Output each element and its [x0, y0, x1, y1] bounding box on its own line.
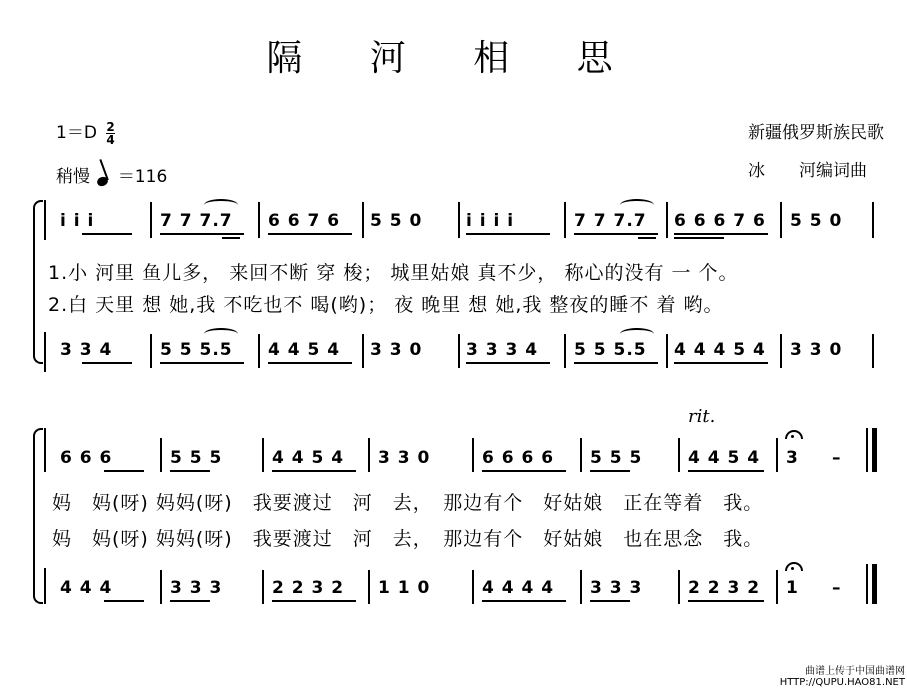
underline	[688, 470, 764, 472]
tempo-word: 稍慢	[56, 167, 90, 187]
barline	[458, 334, 460, 368]
barline	[580, 570, 582, 604]
barline	[368, 570, 370, 604]
song-title: 隔 河 相 思	[266, 38, 641, 79]
measure: 5 5 5	[170, 448, 223, 468]
underline	[104, 600, 144, 602]
measure: 3 3 0	[378, 448, 431, 468]
measure: 1	[786, 578, 799, 598]
underline	[82, 233, 132, 235]
measure: 5 5 5.5	[160, 340, 233, 360]
underline	[268, 362, 352, 364]
time-sig-numerator: 2	[106, 119, 115, 134]
measure: 3 3 3	[170, 578, 223, 598]
measure: 3 3 3 4	[466, 340, 539, 360]
tempo-value: ＝116	[117, 167, 168, 187]
measure: 3 3 4	[60, 340, 113, 360]
underline	[482, 600, 566, 602]
system2-brace	[33, 428, 43, 604]
barline	[262, 438, 264, 472]
measure: 5 5 0	[370, 211, 423, 231]
lyrics-verse1: 妈 妈(呀) 妈妈(呀) 我要渡过 河 去， 那边有个 好姑娘 正在等着 我。	[52, 492, 764, 514]
system1-brace	[33, 200, 43, 364]
lyrics-verse1: 1.小 河里 鱼儿多， 来回不断 穿 梭； 城里姑娘 真不少， 称心的没有 一 个。	[48, 262, 739, 284]
end-barline	[866, 428, 868, 472]
barline	[262, 570, 264, 604]
measure: 5 5 0	[790, 211, 843, 231]
measure: 5 5 5.5	[574, 340, 647, 360]
footer-line1: 曲谱上传于中国曲谱网	[805, 666, 905, 677]
fermata-icon	[785, 430, 803, 439]
underline	[170, 470, 210, 472]
underline	[466, 362, 550, 364]
system1-start-barline	[44, 200, 46, 240]
barline	[580, 438, 582, 472]
barline	[780, 202, 782, 238]
barline	[150, 202, 152, 238]
underline	[574, 233, 658, 235]
underline	[590, 470, 630, 472]
underline	[638, 237, 656, 239]
end-barline	[866, 564, 868, 604]
system2-start-barline	[44, 428, 46, 472]
barline	[472, 438, 474, 472]
measure: 3 3 3	[590, 578, 643, 598]
barline	[160, 438, 162, 472]
lyrics-verse2: 妈 妈(呀) 妈妈(呀) 我要渡过 河 去， 那边有个 好姑娘 也在思念 我。	[52, 528, 764, 550]
underline	[674, 237, 724, 239]
key-signature	[56, 118, 115, 146]
measure: 1 1 0	[378, 578, 431, 598]
barline	[776, 570, 778, 604]
barline	[258, 202, 260, 238]
underline	[82, 362, 132, 364]
measure: 6 6 6	[60, 448, 113, 468]
barline	[362, 334, 364, 368]
barline	[458, 202, 460, 238]
measure: 4 4 4	[60, 578, 113, 598]
measure: 3 3 0	[370, 340, 423, 360]
underline	[574, 362, 658, 364]
slur	[204, 199, 238, 211]
underline	[160, 233, 244, 235]
measure: 2 2 3 2	[688, 578, 761, 598]
underline	[222, 237, 240, 239]
barline	[666, 202, 668, 238]
barline	[564, 334, 566, 368]
arranger-credit: 冰 河编词曲	[748, 161, 867, 181]
watermark-footer	[780, 666, 905, 688]
time-sig-denominator: 4	[106, 132, 115, 147]
measure: –	[832, 448, 842, 468]
barline	[564, 202, 566, 238]
measure: 3	[786, 448, 799, 468]
underline	[268, 233, 352, 235]
underline	[466, 233, 550, 235]
barline	[666, 334, 668, 368]
measure: 2 2 3 2	[272, 578, 345, 598]
tempo-marking	[56, 162, 167, 187]
measure: 4 4 5 4	[268, 340, 341, 360]
measure: 4 4 4 5 4	[674, 340, 766, 360]
measure: i i i i	[466, 211, 515, 231]
end-barline-thick	[872, 428, 877, 472]
underline	[482, 470, 566, 472]
footer-line2: HTTP://QUPU.HAO81.NET	[779, 677, 905, 688]
underline	[272, 600, 356, 602]
measure: i i i	[60, 211, 95, 231]
slur	[620, 199, 654, 211]
key-label: 1＝D	[56, 123, 97, 143]
fermata-icon	[785, 562, 803, 571]
barline	[678, 438, 680, 472]
underline	[170, 600, 210, 602]
system1-lower-start-barline	[44, 332, 46, 372]
measure: 4 4 4 4	[482, 578, 555, 598]
measure: 6 6 6 6	[482, 448, 555, 468]
slur	[620, 328, 654, 340]
barline	[780, 334, 782, 368]
barline	[872, 334, 874, 368]
barline	[872, 202, 874, 238]
slur	[204, 328, 238, 340]
measure: 7 7 7.7	[574, 211, 647, 231]
quarter-note-icon	[96, 175, 109, 187]
measure: 6 6 6 7 6	[674, 211, 766, 231]
barline	[776, 438, 778, 472]
measure: 5 5 5	[590, 448, 643, 468]
measure: –	[832, 578, 842, 598]
measure: 3 3 0	[790, 340, 843, 360]
ritardando-mark: rit.	[688, 406, 716, 427]
end-barline-thick	[872, 564, 877, 604]
time-signature	[106, 121, 114, 146]
underline	[674, 233, 768, 235]
underline	[590, 600, 630, 602]
lyrics-verse2: 2.白 天里 想 她,我 不吃也不 喝(哟)； 夜 晚里 想 她,我 整夜的睡不 着 哟。	[48, 294, 724, 316]
barline	[258, 334, 260, 368]
underline	[272, 470, 356, 472]
song-origin: 新疆俄罗斯族民歌	[748, 123, 884, 143]
barline	[472, 570, 474, 604]
barline	[368, 438, 370, 472]
underline	[160, 362, 244, 364]
measure: 4 4 5 4	[688, 448, 761, 468]
measure: 4 4 5 4	[272, 448, 345, 468]
system2-lower-start-barline	[44, 568, 46, 604]
measure: 6 6 7 6	[268, 211, 341, 231]
barline	[150, 334, 152, 368]
barline	[678, 570, 680, 604]
underline	[104, 470, 144, 472]
measure: 7 7 7.7	[160, 211, 233, 231]
barline	[160, 570, 162, 604]
barline	[362, 202, 364, 238]
underline	[674, 362, 768, 364]
underline	[688, 600, 764, 602]
